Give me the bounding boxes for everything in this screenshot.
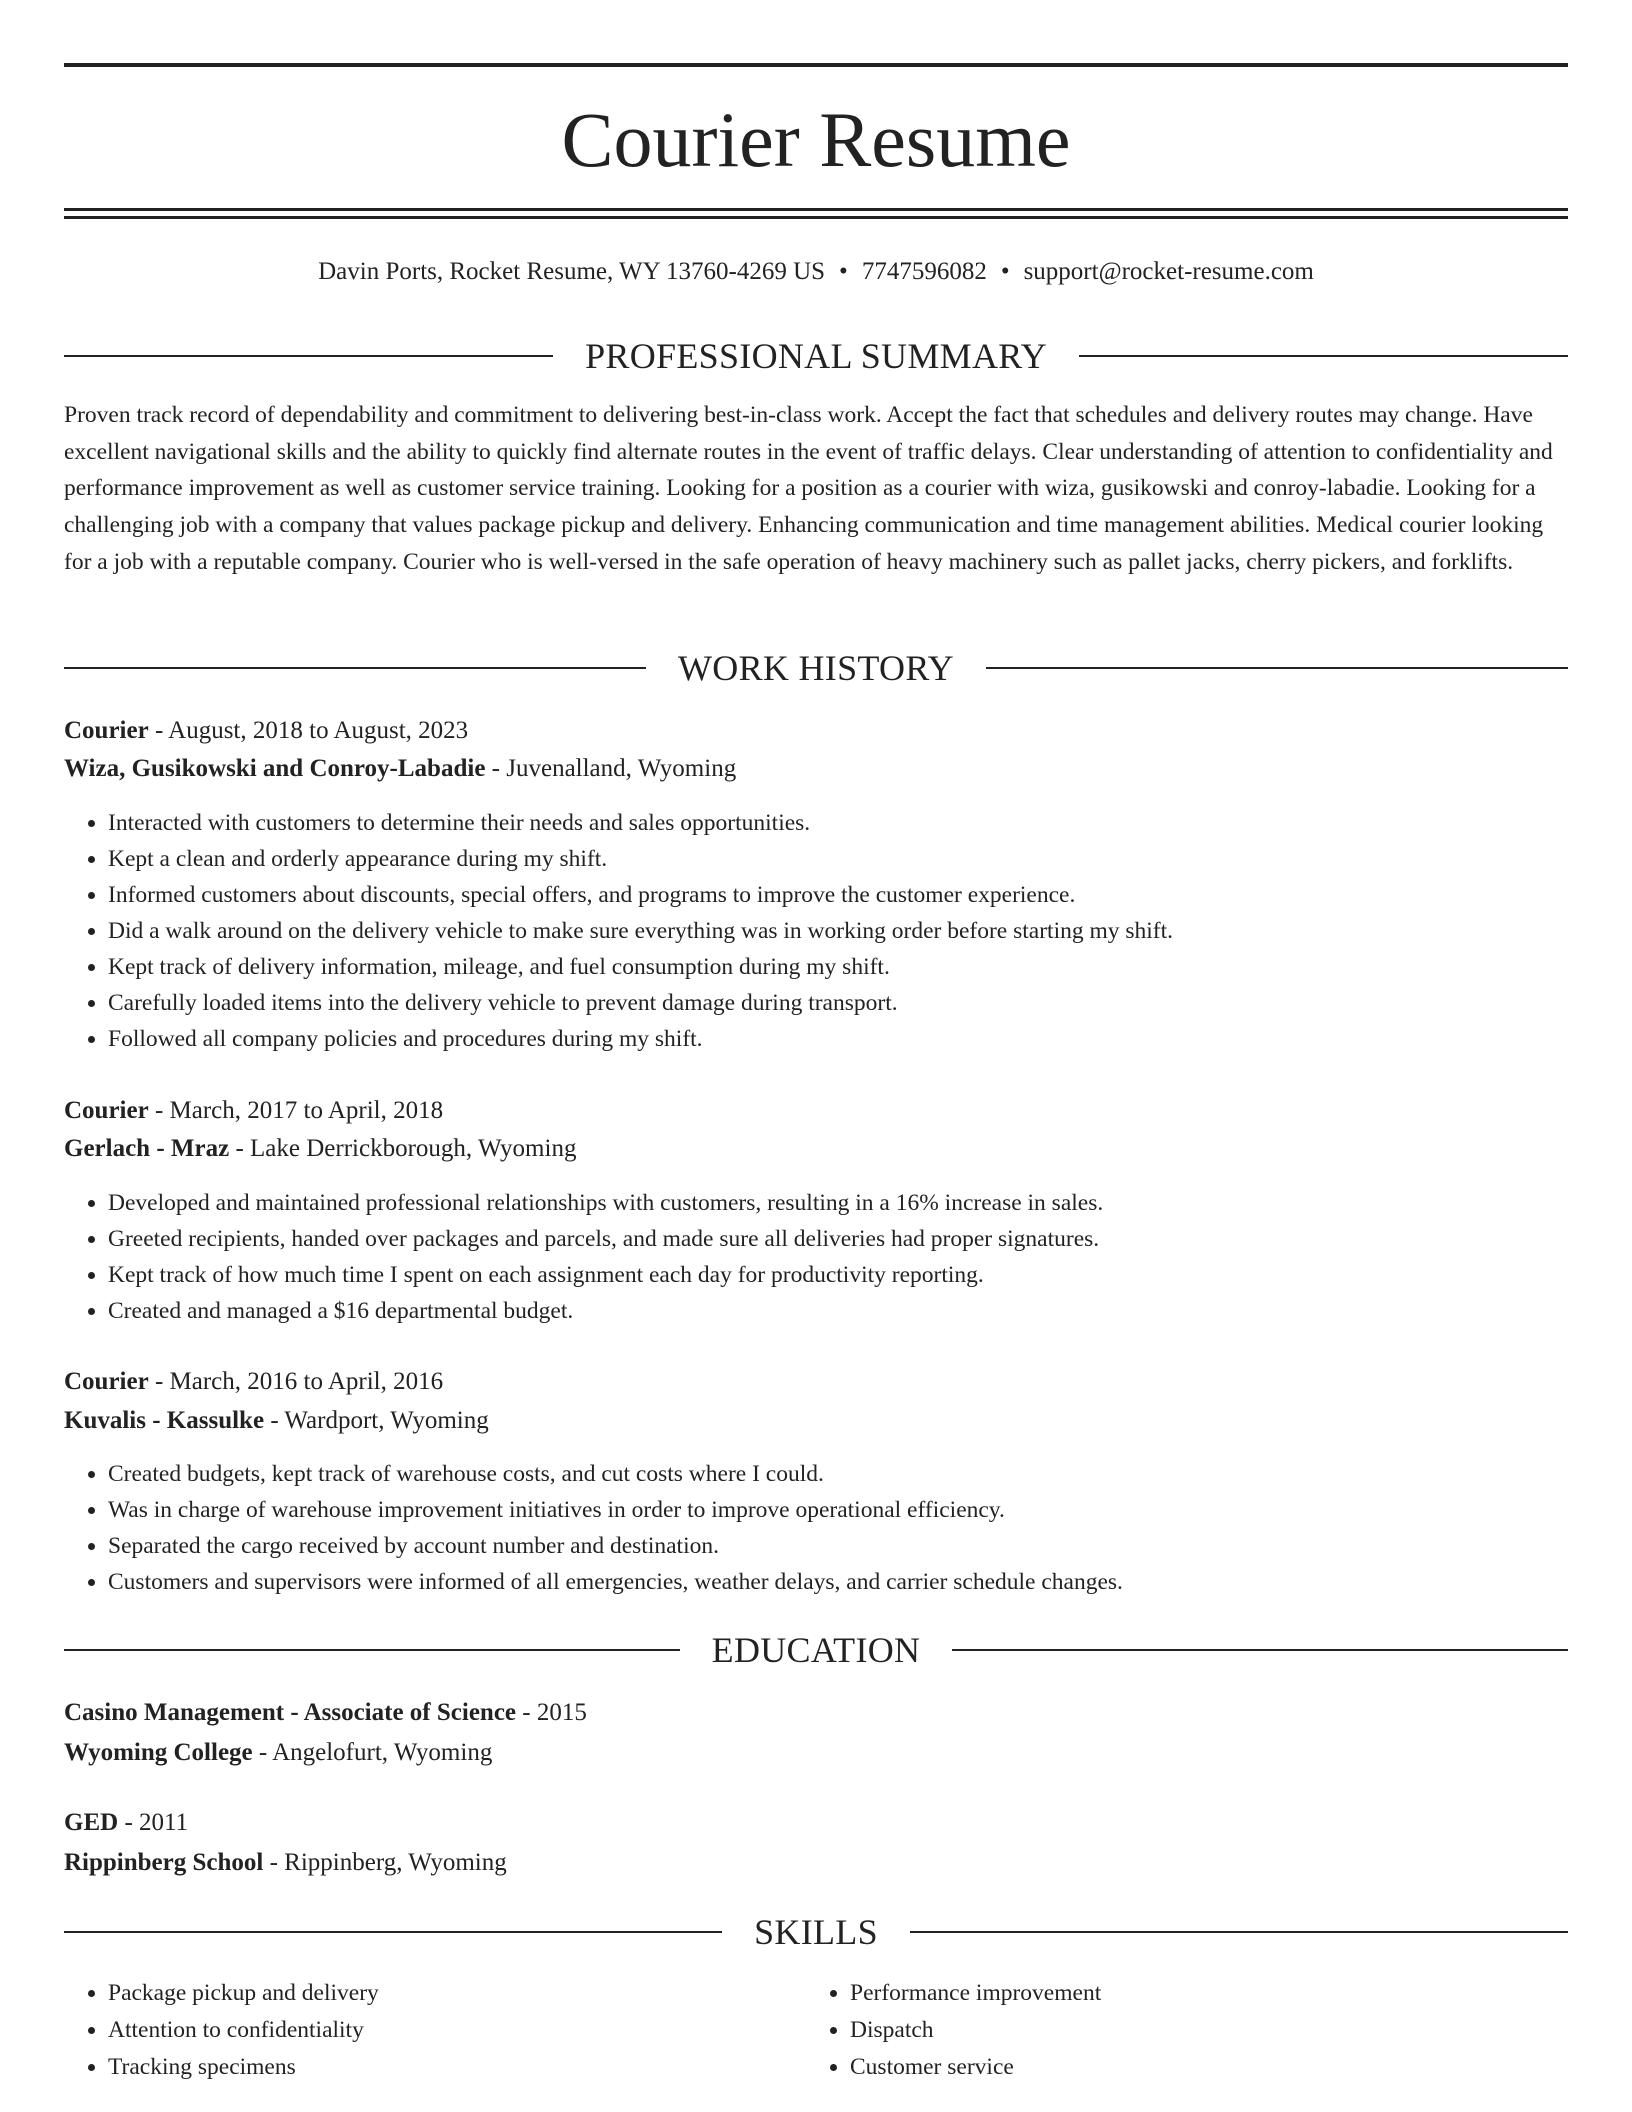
list-item: • Did a walk around on the delivery vehicle to make sure everything was in working order before starting my shift. xyxy=(108,913,1568,949)
contact-separator: • xyxy=(1000,258,1010,285)
heading-rule-right xyxy=(1079,355,1568,357)
job-company: Wiza, Gusikowski and Conroy-Labadie xyxy=(64,755,486,782)
list-item: • Customers and supervisors were informed of all emergencies, weather delays, and carrier schedule changes. xyxy=(108,1564,1568,1600)
title-rule-upper xyxy=(64,208,1568,211)
job-title: Courier xyxy=(64,1097,149,1124)
heading-rule-left xyxy=(64,355,553,357)
skills-list-left xyxy=(64,1975,808,2086)
list-item: • Kept track of how much time I spent on each assignment each day for productivity reporting. xyxy=(108,1257,1568,1293)
contact-line xyxy=(64,252,1568,292)
section-heading-work-history xyxy=(64,646,1568,690)
job-title: Courier xyxy=(64,1368,149,1395)
job-bullet-list xyxy=(64,805,1568,1057)
education-degree: Casino Management - Associate of Science xyxy=(64,1699,517,1726)
skill-item: • Attention to confidentiality xyxy=(108,2012,808,2049)
job-location: - Juvenalland, Wyoming xyxy=(485,755,737,782)
job-title-line xyxy=(64,1363,1568,1401)
list-item: • Was in charge of warehouse improvement initiatives in order to improve operational efficiency. xyxy=(108,1492,1568,1528)
job-company-line xyxy=(64,1402,1568,1440)
job-company: Kuvalis - Kassulke xyxy=(64,1407,265,1434)
job-location: - Wardport, Wyoming xyxy=(264,1407,489,1434)
section-heading-summary xyxy=(64,334,1568,378)
skill-item: • Package pickup and delivery xyxy=(108,1975,808,2012)
contact-email: support@rocket-resume.com xyxy=(1023,258,1314,285)
contact-address: Davin Ports, Rocket Resume, WY 13760-4269 US xyxy=(318,258,826,285)
contact-separator: • xyxy=(839,258,848,285)
job-dates: - March, 2016 to April, 2016 xyxy=(148,1368,444,1395)
skill-item: • Tracking specimens xyxy=(108,2049,808,2086)
education-location: - Angelofurt, Wyoming xyxy=(252,1739,493,1766)
job-bullet-list xyxy=(64,1456,1568,1600)
list-item: • Separated the cargo received by account number and destination. xyxy=(108,1528,1568,1564)
job-title-line xyxy=(64,1092,1568,1130)
job-company-line xyxy=(64,750,1568,788)
heading-rule-left xyxy=(64,1649,680,1651)
list-item: • Created and managed a $16 departmental budget. xyxy=(108,1293,1568,1329)
job-dates: - August, 2018 to August, 2023 xyxy=(148,717,469,744)
heading-rule-left xyxy=(64,1931,722,1933)
skill-item: • Performance improvement xyxy=(850,1975,1550,2012)
skill-item: • Customer service xyxy=(850,2049,1550,2086)
job-title-line xyxy=(64,712,1568,750)
skill-item: • Dispatch xyxy=(850,2012,1550,2049)
job-location: - Lake Derrickborough, Wyoming xyxy=(229,1135,577,1162)
top-rule xyxy=(64,63,1568,67)
education-location: - Rippinberg, Wyoming xyxy=(263,1849,507,1876)
education-school: Rippinberg School xyxy=(64,1849,264,1876)
section-heading-label: SKILLS xyxy=(754,1912,878,1952)
education-year: - 2015 xyxy=(516,1699,587,1726)
list-item: • Informed customers about discounts, special offers, and programs to improve the customer experience. xyxy=(108,877,1568,913)
contact-phone: 7747596082 xyxy=(861,258,987,285)
education-year: - 2011 xyxy=(118,1809,189,1836)
education-degree-line xyxy=(64,1804,1568,1842)
list-item: • Followed all company policies and procedures during my shift. xyxy=(108,1021,1568,1057)
section-heading-label: WORK HISTORY xyxy=(678,648,954,688)
education-degree-line xyxy=(64,1694,1568,1732)
list-item: • Kept track of delivery information, mileage, and fuel consumption during my shift. xyxy=(108,949,1568,985)
list-item: • Carefully loaded items into the delivery vehicle to prevent damage during transport. xyxy=(108,985,1568,1021)
list-item: • Developed and maintained professional relationships with customers, resulting in a 16% increase in sales. xyxy=(108,1185,1568,1221)
job-company-line xyxy=(64,1130,1568,1168)
heading-rule-right xyxy=(910,1931,1568,1933)
education-school: Wyoming College xyxy=(64,1739,253,1766)
title-rule-lower xyxy=(64,216,1568,219)
section-heading-skills xyxy=(64,1910,1568,1954)
section-heading-education xyxy=(64,1628,1568,1672)
list-item: • Kept a clean and orderly appearance during my shift. xyxy=(108,841,1568,877)
skills-list-right xyxy=(806,1975,1550,2086)
summary-text: Proven track record of dependability and commitment to delivering best-in-class work. Accept the fact that schedules and delivery routes may change. Have excellent navigational skills and the ability to quickly find alternate routes in the event of traffic delays. Clear understanding of attention to confidentiality and performance improvement as well as customer service training. Looking for a position as a courier with wiza, gusikowski and conroy-labadie. Looking for a challenging job with a company that values package pickup and delivery. Enhancing communication and time management abilities. Medical courier looking for a job with a reputable company. Courier who is well-versed in the safe operation of heavy machinery such as pallet jacks, cherry pickers, and forklifts. xyxy=(64,402,1553,575)
job-title: Courier xyxy=(64,717,149,744)
list-item: • Created budgets, kept track of warehouse costs, and cut costs where I could. xyxy=(108,1456,1568,1492)
section-heading-label: EDUCATION xyxy=(711,1630,921,1670)
heading-rule-right xyxy=(986,667,1568,669)
job-company: Gerlach - Mraz xyxy=(64,1135,230,1162)
job-bullet-list xyxy=(64,1185,1568,1329)
job-dates: - March, 2017 to April, 2018 xyxy=(148,1097,444,1124)
heading-rule-left xyxy=(64,667,646,669)
education-degree: GED xyxy=(64,1809,119,1836)
list-item: • Greeted recipients, handed over packages and parcels, and made sure all deliveries had proper signatures. xyxy=(108,1221,1568,1257)
education-school-line xyxy=(64,1844,1568,1882)
heading-rule-right xyxy=(952,1649,1568,1651)
education-school-line xyxy=(64,1734,1568,1772)
document-title: Courier Resume xyxy=(561,96,1071,183)
list-item: • Interacted with customers to determine their needs and sales opportunities. xyxy=(108,805,1568,841)
section-heading-label: PROFESSIONAL SUMMARY xyxy=(585,336,1047,376)
